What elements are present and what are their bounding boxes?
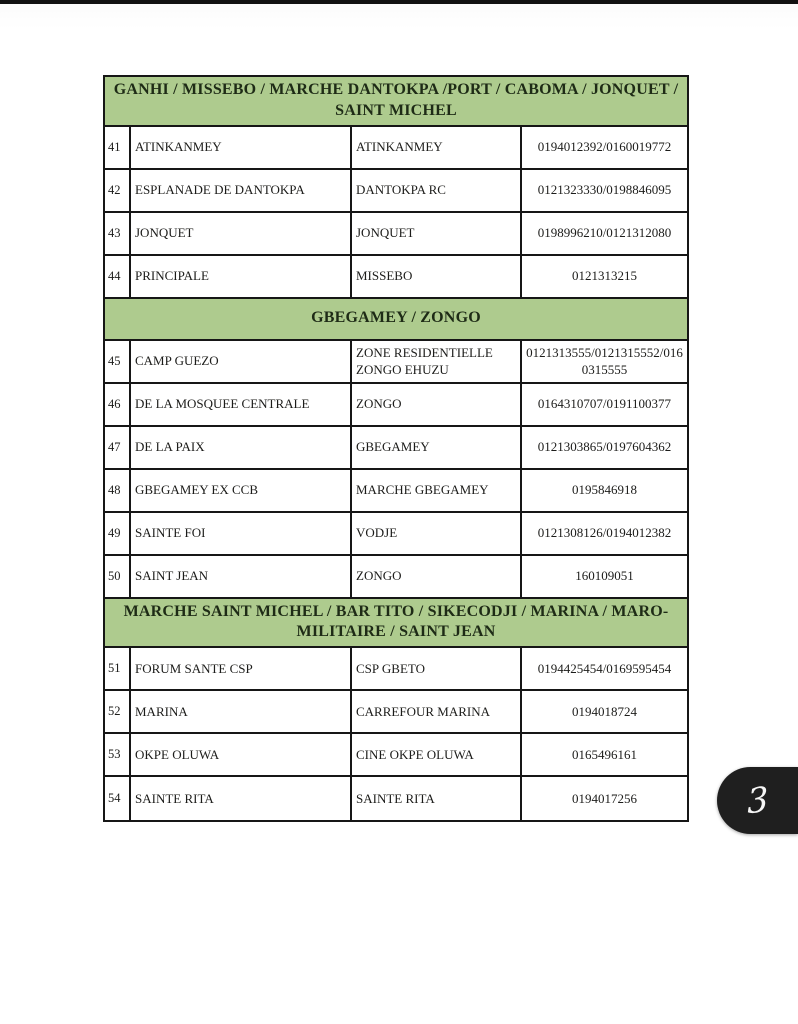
agency-name: DE LA MOSQUEE CENTRALE	[135, 396, 310, 412]
agency-name: DE LA PAIX	[135, 439, 205, 455]
table-row	[105, 513, 687, 556]
row-number: 52	[108, 704, 121, 719]
location-cell	[350, 734, 520, 775]
row-number: 50	[108, 568, 121, 583]
phone-numbers: 0194017256	[572, 791, 637, 806]
row-number: 54	[108, 791, 121, 806]
phone-cell	[520, 648, 687, 689]
location-cell	[350, 777, 520, 820]
agency-name-cell	[129, 734, 350, 775]
row-number-cell	[105, 777, 129, 820]
row-number: 43	[108, 225, 121, 240]
agency-name: FORUM SANTE CSP	[135, 661, 253, 676]
agency-name-cell	[129, 691, 350, 732]
agency-name: PRINCIPALE	[135, 268, 209, 284]
agency-name-cell	[129, 777, 350, 820]
table-row	[105, 427, 687, 470]
location-cell	[350, 256, 520, 297]
agency-name: ESPLANADE DE DANTOKPA	[135, 182, 305, 198]
phone-cell	[520, 256, 687, 297]
phone-numbers: 0121313555/0121315552/0160315555	[526, 344, 683, 378]
table-section	[105, 299, 687, 599]
phone-numbers: 160109051	[575, 568, 634, 584]
phone-numbers: 0194012392/0160019772	[537, 139, 672, 155]
page-number-badge	[717, 767, 798, 834]
phone-cell	[520, 427, 687, 468]
location-cell	[350, 384, 520, 425]
section-header: GBEGAMEY / ZONGO	[105, 299, 687, 341]
agency-name-cell	[129, 427, 350, 468]
phone-numbers: 0121323330/0198846095	[537, 182, 672, 198]
location-name: ZONGO	[356, 396, 402, 412]
table-row	[105, 777, 687, 820]
table-row	[105, 256, 687, 299]
contacts-table	[103, 75, 689, 822]
row-number: 49	[108, 525, 121, 540]
row-number-cell	[105, 427, 129, 468]
phone-numbers: 0194018724	[572, 704, 637, 719]
table-row	[105, 556, 687, 599]
phone-numbers: 0121308126/0194012382	[537, 525, 672, 541]
location-cell	[350, 170, 520, 211]
phone-cell	[520, 213, 687, 254]
phone-cell	[520, 127, 687, 168]
row-number-cell	[105, 256, 129, 297]
phone-numbers: 0121303865/0197604362	[537, 439, 672, 455]
agency-name: SAINT JEAN	[135, 568, 209, 584]
location-name: CSP GBETO	[356, 661, 425, 676]
location-name: VODJE	[356, 525, 398, 541]
table-row	[105, 170, 687, 213]
agency-name-cell	[129, 513, 350, 554]
location-name: DANTOKPA RC	[356, 182, 446, 198]
agency-name: GBEGAMEY EX CCB	[135, 482, 259, 498]
location-cell	[350, 470, 520, 511]
agency-name-cell	[129, 470, 350, 511]
phone-numbers: 0121313215	[572, 268, 637, 284]
row-number-cell	[105, 384, 129, 425]
location-name: GBEGAMEY	[356, 439, 430, 455]
table-row	[105, 213, 687, 256]
row-number-cell	[105, 734, 129, 775]
agency-name: CAMP GUEZO	[135, 353, 219, 369]
phone-numbers: 0165496161	[572, 747, 637, 762]
row-number-cell	[105, 127, 129, 168]
agency-name-cell	[129, 341, 350, 382]
table-row	[105, 691, 687, 734]
table-row	[105, 384, 687, 427]
row-number-cell	[105, 556, 129, 597]
agency-name: JONQUET	[135, 225, 194, 241]
phone-cell	[520, 170, 687, 211]
row-number: 44	[108, 268, 121, 283]
row-number: 51	[108, 661, 121, 676]
location-cell	[350, 513, 520, 554]
location-name: MISSEBO	[356, 268, 413, 284]
location-name: CARREFOUR MARINA	[356, 704, 490, 719]
row-number-cell	[105, 470, 129, 511]
phone-cell	[520, 341, 687, 382]
row-number: 45	[108, 353, 121, 368]
table-row	[105, 341, 687, 384]
agency-name: MARINA	[135, 704, 188, 719]
phone-cell	[520, 777, 687, 820]
location-name: ZONGO	[356, 568, 402, 584]
row-number-cell	[105, 691, 129, 732]
agency-name-cell	[129, 170, 350, 211]
table-row	[105, 470, 687, 513]
page-number: 3	[746, 778, 769, 823]
location-cell	[350, 127, 520, 168]
row-number: 47	[108, 439, 121, 454]
phone-numbers: 0198996210/0121312080	[537, 225, 672, 241]
location-name: CINE OKPE OLUWA	[356, 747, 474, 762]
table-row	[105, 127, 687, 170]
location-cell	[350, 427, 520, 468]
location-cell	[350, 648, 520, 689]
agency-name-cell	[129, 256, 350, 297]
agency-name-cell	[129, 556, 350, 597]
location-cell	[350, 691, 520, 732]
phone-cell	[520, 470, 687, 511]
agency-name: OKPE OLUWA	[135, 747, 220, 762]
row-number-cell	[105, 513, 129, 554]
table-row	[105, 648, 687, 691]
phone-cell	[520, 556, 687, 597]
row-number: 48	[108, 482, 121, 497]
row-number: 46	[108, 396, 121, 411]
agency-name-cell	[129, 127, 350, 168]
phone-numbers: 0195846918	[572, 482, 637, 498]
row-number: 53	[108, 747, 121, 762]
table-row	[105, 734, 687, 777]
section-header: MARCHE SAINT MICHEL / BAR TITO / SIKECODJI / MARINA / MARO-MILITAIRE / SAINT JEAN	[105, 599, 687, 649]
row-number-cell	[105, 341, 129, 382]
phone-cell	[520, 513, 687, 554]
row-number-cell	[105, 170, 129, 211]
location-name: ATINKANMEY	[356, 139, 443, 155]
location-cell	[350, 556, 520, 597]
location-cell	[350, 213, 520, 254]
agency-name: ATINKANMEY	[135, 139, 222, 155]
scan-edge-artifact	[0, 0, 798, 4]
phone-cell	[520, 384, 687, 425]
agency-name-cell	[129, 213, 350, 254]
location-cell	[350, 341, 520, 382]
phone-numbers: 0194425454/0169595454	[537, 661, 672, 676]
phone-cell	[520, 734, 687, 775]
row-number-cell	[105, 648, 129, 689]
location-name: MARCHE GBEGAMEY	[356, 482, 489, 498]
agency-name-cell	[129, 384, 350, 425]
section-header: GANHI / MISSEBO / MARCHE DANTOKPA /PORT / CABOMA / JONQUET / SAINT MICHEL	[105, 77, 687, 127]
row-number: 42	[108, 182, 121, 197]
row-number-cell	[105, 213, 129, 254]
location-name: ZONE RESIDENTIELLE ZONGO EHUZU	[356, 344, 493, 378]
table-section	[105, 77, 687, 299]
agency-name: SAINTE FOI	[135, 525, 206, 541]
agency-name-cell	[129, 648, 350, 689]
table-section	[105, 599, 687, 821]
agency-name: SAINTE RITA	[135, 791, 214, 806]
location-name: SAINTE RITA	[356, 791, 435, 806]
location-name: JONQUET	[356, 225, 415, 241]
row-number: 41	[108, 139, 121, 154]
phone-numbers: 0164310707/0191100377	[537, 396, 672, 412]
phone-cell	[520, 691, 687, 732]
